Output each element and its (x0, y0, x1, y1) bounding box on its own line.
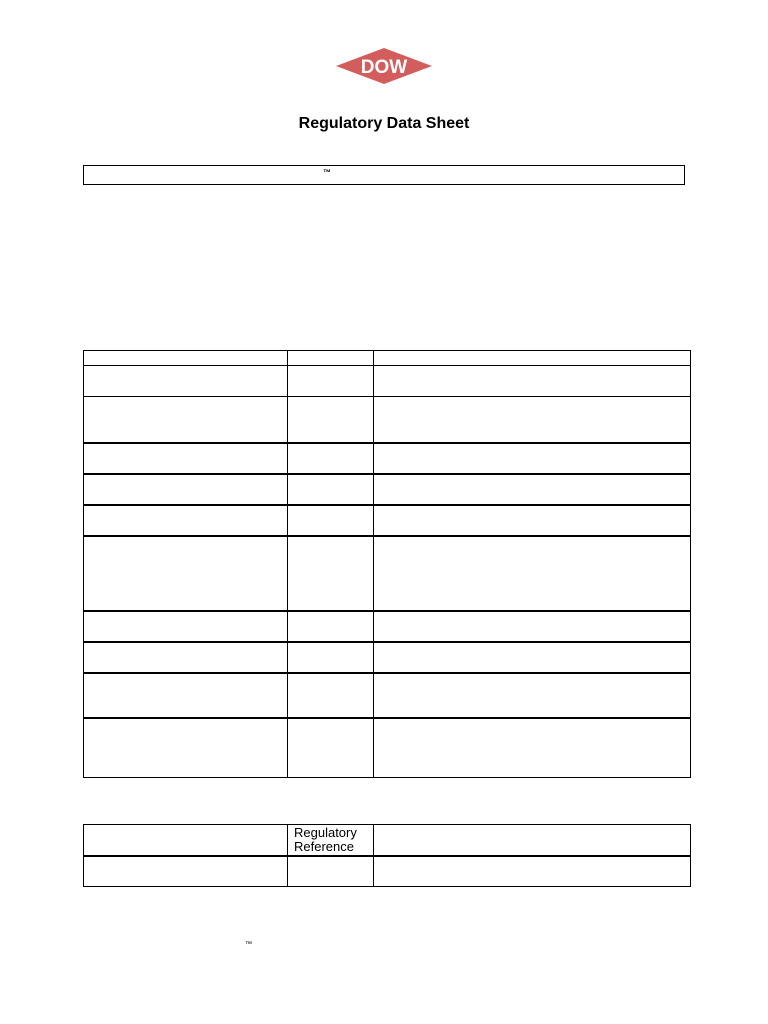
table-cell (84, 536, 288, 611)
table-cell (288, 856, 374, 886)
table-cell (84, 474, 288, 505)
table-row (84, 474, 691, 505)
table-cell (84, 397, 288, 443)
table-row (84, 366, 691, 397)
table-cell (374, 397, 691, 443)
regulatory-reference-header: Regulatory Reference (288, 825, 374, 857)
table-cell (84, 718, 288, 778)
svg-text:®: ® (407, 75, 413, 82)
table-cell (374, 443, 691, 474)
table-cell (374, 642, 691, 673)
table-cell (374, 366, 691, 397)
table-row (84, 718, 691, 778)
table-cell (288, 673, 374, 718)
table-cell (288, 642, 374, 673)
table-header-row (84, 825, 691, 857)
table-cell (288, 536, 374, 611)
table-row (84, 642, 691, 673)
table-cell (374, 474, 691, 505)
dow-logo (336, 46, 432, 86)
table-cell (288, 611, 374, 642)
table-cell (374, 536, 691, 611)
table-cell (84, 366, 288, 397)
logo-text: DOW (360, 57, 408, 78)
table-cell (288, 397, 374, 443)
table-cell (374, 718, 691, 778)
product-name-box (83, 165, 685, 185)
regulatory-reference-table (83, 824, 691, 887)
table-cell (374, 611, 691, 642)
trademark-symbol: ™ (323, 168, 331, 177)
table-row (84, 443, 691, 474)
table-cell (288, 443, 374, 474)
table-cell (84, 505, 288, 536)
table-row (84, 505, 691, 536)
table-cell (374, 673, 691, 718)
table-cell (84, 856, 288, 886)
table-cell (288, 505, 374, 536)
table-cell (84, 351, 288, 366)
table-cell (374, 825, 691, 857)
table-cell (374, 505, 691, 536)
table-cell (84, 443, 288, 474)
dow-diamond-icon (336, 46, 432, 86)
table-cell (288, 366, 374, 397)
table-row (84, 397, 691, 443)
table-row (84, 351, 691, 366)
table-row (84, 536, 691, 611)
table-cell (84, 642, 288, 673)
regulatory-table (83, 350, 691, 778)
table-cell (288, 474, 374, 505)
table-row (84, 673, 691, 718)
page-title: Regulatory Data Sheet (298, 115, 470, 132)
table-cell (374, 856, 691, 886)
table-row (84, 856, 691, 886)
table-cell (84, 673, 288, 718)
table-cell (374, 351, 691, 366)
table-cell (84, 825, 288, 857)
table-cell (84, 611, 288, 642)
table-cell (288, 351, 374, 366)
table-cell (288, 718, 374, 778)
table-row (84, 611, 691, 642)
footer-trademark-symbol: ™ (245, 941, 252, 948)
